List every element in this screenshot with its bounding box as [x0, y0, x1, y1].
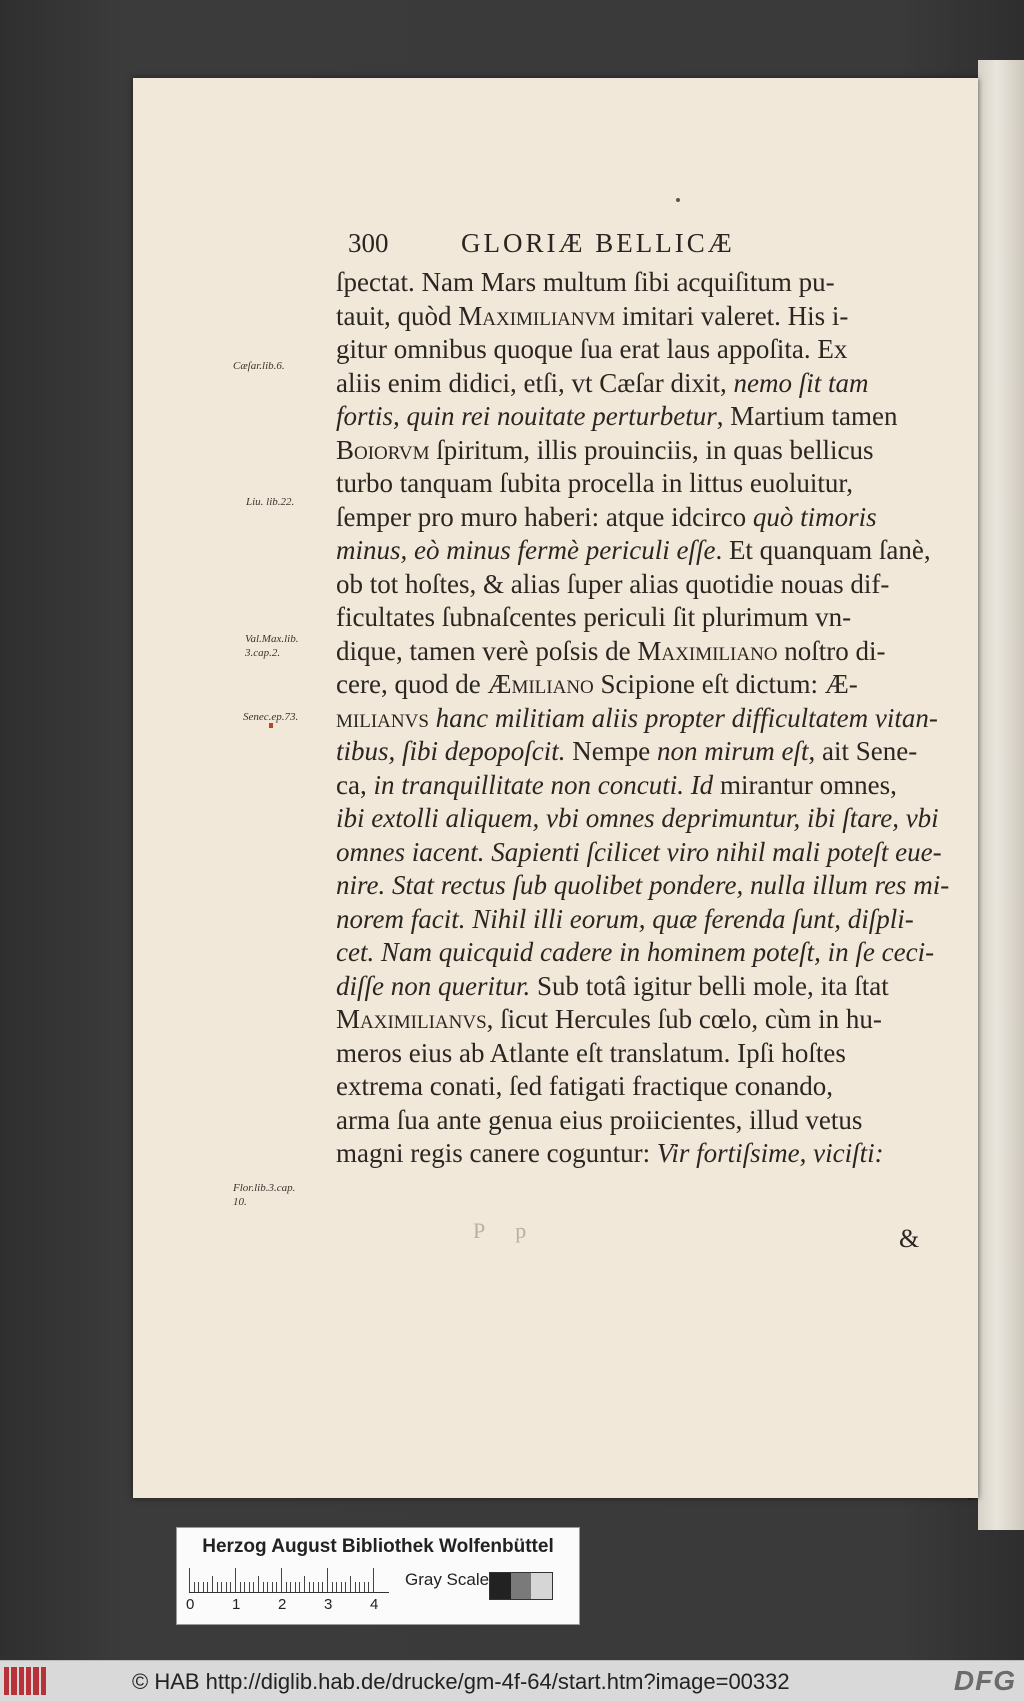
ruler-tick — [249, 1582, 250, 1592]
body-text — [336, 266, 950, 1171]
ruler-tick — [203, 1582, 204, 1592]
gray-swatch — [531, 1573, 552, 1599]
ruler-tick — [327, 1568, 328, 1592]
text-segment: norem facit. Nihil illi eorum, quæ ferenda ſunt, diſpli- — [336, 903, 914, 934]
text-segment: . Et quanquam ſanè, — [715, 535, 931, 565]
margin-note-florus-1: Flor.lib.3.cap. — [233, 1182, 296, 1194]
ruler-tick — [345, 1582, 346, 1592]
ruler-tick — [194, 1582, 195, 1592]
text-line — [336, 601, 926, 635]
ruler-tick — [295, 1582, 296, 1592]
text-line — [336, 702, 938, 736]
ruler-tick — [212, 1576, 213, 1592]
dfg-logo: DFG — [953, 1665, 1016, 1696]
ruler-tick — [355, 1582, 356, 1592]
text-segment: ſemper pro muro haberi: atque idcirco — [336, 501, 753, 532]
ruler-tick — [207, 1582, 208, 1592]
text-segment: Æmiliano — [487, 669, 594, 699]
text-segment: diſſe non queritur. — [336, 970, 531, 1001]
running-head-title: GLORIÆ BELLICÆ — [461, 228, 735, 258]
ruler — [189, 1566, 389, 1593]
ruler-tick — [235, 1568, 236, 1592]
page-number: 300 — [348, 228, 389, 258]
margin-note-livy: Liu. lib.22. — [246, 496, 295, 508]
margin-note-valmax-2: 3.cap.2. — [245, 647, 281, 659]
catchword: & — [899, 1224, 920, 1253]
text-segment: fortis, quin rei nouitate perturbetur — [336, 401, 717, 431]
text-segment: Vir fortiſsime, viciſti: — [656, 1138, 884, 1168]
ruler-label: 0 — [186, 1596, 195, 1613]
ruler-tick — [263, 1582, 264, 1592]
text-line — [336, 802, 939, 836]
margin-note-caesar: Cæſar.lib.6. — [233, 360, 285, 372]
ruler-tick — [286, 1582, 287, 1592]
text-segment: noſtro di- — [777, 635, 886, 666]
ruler-tick — [240, 1582, 241, 1592]
text-segment: mirantur omnes, — [713, 769, 897, 800]
text-segment: Maximiliano — [637, 635, 778, 666]
library-name: Herzog August Bibliothek Wolfenbüttel — [202, 1536, 554, 1557]
text-segment: Nempe — [565, 736, 657, 766]
text-line — [336, 333, 926, 367]
ruler-tick — [281, 1568, 282, 1592]
ruler-tick — [341, 1582, 342, 1592]
text-segment: tibus, ſibi depopoſcit. — [336, 736, 566, 766]
text-line — [336, 1137, 926, 1171]
color-scale-card — [176, 1527, 580, 1625]
ruler-tick — [189, 1568, 190, 1592]
ruler-tick — [217, 1582, 218, 1592]
text-segment: omnes iacent. Sapienti ſcilicet viro nihil mali poteſt eue- — [336, 836, 942, 867]
ruler-label: 4 — [370, 1596, 379, 1613]
text-segment: nemo ſit tam — [733, 367, 869, 398]
text-segment: ſpiritum, illis prouinciis, in quas bellicus — [429, 434, 874, 465]
text-segment: , ait Sene- — [808, 736, 918, 766]
ruler-tick — [276, 1582, 277, 1592]
text-segment: imitari valeret. His i- — [615, 300, 849, 331]
ruler-labels — [186, 1596, 419, 1614]
text-segment: hanc militiam aliis propter difficultatem vitan- — [428, 702, 938, 733]
book-page — [133, 78, 978, 1498]
ruler-label: 1 — [232, 1596, 241, 1613]
text-segment: ficultates ſubnaſcentes periculi ſit plurimum vn- — [336, 602, 852, 632]
text-segment: ibi extolli aliquem, vbi omnes deprimuntur, ibi ſtare, vbi — [336, 803, 939, 833]
text-segment: , Martium tamen — [716, 401, 898, 431]
text-line — [336, 534, 931, 568]
signature-mark: Pp — [473, 1218, 557, 1243]
ruler-tick — [350, 1576, 351, 1592]
text-segment: Scipione eſt dictum: Æ- — [593, 669, 858, 699]
running-head — [348, 228, 908, 268]
text-segment: Maximilianvm — [458, 300, 616, 331]
ruler-tick — [373, 1568, 374, 1592]
text-line — [336, 467, 926, 501]
gray-swatch — [490, 1573, 511, 1599]
text-segment: ca, — [336, 769, 374, 800]
footer-bar — [0, 1660, 1024, 1701]
ruler-tick — [318, 1582, 319, 1592]
text-segment: cere, quod de — [336, 669, 488, 699]
text-segment: cet. Nam quicquid cadere in hominem poteſt, in ſe ceci- — [336, 937, 935, 967]
margin-note-valmax-1: Val.Max.lib. — [245, 633, 299, 645]
ruler-tick — [267, 1582, 268, 1592]
hab-logo-icon — [4, 1667, 46, 1695]
text-segment: Sub totâ igitur belli mole, ita ſtat — [530, 970, 889, 1001]
ruler-tick — [221, 1582, 222, 1592]
ruler-tick — [309, 1582, 310, 1592]
ruler-tick — [253, 1582, 254, 1592]
ruler-tick — [304, 1576, 305, 1592]
text-segment: turbo tanquam ſubita procella in littus euoluitur, — [336, 468, 854, 498]
text-line — [336, 869, 950, 903]
text-line — [336, 970, 926, 1004]
ruler-tick — [322, 1582, 323, 1592]
text-segment: quò timoris — [752, 501, 877, 532]
text-line — [336, 836, 942, 870]
text-line — [336, 568, 926, 602]
text-line — [336, 367, 926, 401]
text-segment: nire. Stat rectus ſub quolibet pondere, nulla illum res mi- — [336, 870, 950, 900]
ruler-tick — [359, 1582, 360, 1592]
text-segment: minus, eò minus fermè periculi eſſe — [336, 535, 716, 565]
text-segment: aliis enim didici, etſi, vt Cæſar dixit, — [336, 367, 734, 398]
text-line — [336, 501, 926, 535]
ruler-label: 3 — [324, 1596, 333, 1613]
text-line — [336, 400, 926, 434]
ruler-tick — [226, 1582, 227, 1592]
text-segment: dique, tamen verè poſsis de — [336, 635, 638, 666]
ruler-tick — [198, 1582, 199, 1592]
text-segment: magni regis canere coguntur: — [336, 1138, 657, 1168]
text-segment: ob tot hoſtes, & alias ſuper alias quotidie nouas dif- — [336, 568, 890, 599]
facing-page-edge — [978, 60, 1024, 1530]
text-segment: extrema conati, ſed fatigati fractique conando, — [336, 1071, 834, 1101]
text-line — [336, 434, 926, 468]
text-segment: Boiorvm — [336, 434, 430, 465]
text-line — [336, 735, 926, 769]
ruler-tick — [230, 1582, 231, 1592]
text-segment: meros eius ab Atlante eſt translatum. Ipſi hoſtes — [336, 1037, 846, 1068]
text-segment: tauit, quòd — [336, 300, 459, 331]
ruler-tick — [244, 1582, 245, 1592]
text-line — [336, 1037, 926, 1071]
ruler-tick — [299, 1582, 300, 1592]
ruler-tick — [332, 1582, 333, 1592]
text-line — [336, 1070, 926, 1104]
text-segment: non mirum eſt — [656, 736, 809, 766]
footer-credit-link[interactable]: © HAB http://diglib.hab.de/drucke/gm-4f-64/start.htm?image=00332 — [132, 1669, 790, 1694]
ruler-tick — [368, 1582, 369, 1592]
text-segment: arma ſua ante genua eius proiicientes, illud vetus — [336, 1104, 863, 1135]
text-line — [336, 266, 926, 300]
ruler-tick — [336, 1582, 337, 1592]
ruler-tick — [290, 1582, 291, 1592]
text-line — [336, 903, 926, 937]
ruler-tick — [272, 1582, 273, 1592]
ruler-label: 2 — [278, 1596, 287, 1613]
text-segment: gitur omnibus quoque ſua erat laus appoſita. Ex — [336, 334, 848, 364]
text-line — [336, 300, 926, 334]
text-line — [336, 936, 935, 970]
text-segment: in tranquillitate non concuti. Id — [373, 769, 714, 800]
text-line — [336, 668, 926, 702]
gray-swatch — [511, 1573, 532, 1599]
text-line — [336, 769, 926, 803]
text-line — [336, 1003, 926, 1037]
ink-dot — [676, 198, 680, 202]
text-segment: milianvs — [336, 702, 429, 733]
margin-note-florus-2: 10. — [233, 1196, 247, 1208]
text-line — [336, 1104, 926, 1138]
text-line — [336, 635, 926, 669]
gray-scale-swatches — [489, 1572, 553, 1600]
ruler-tick — [313, 1582, 314, 1592]
text-segment: ſpectat. Nam Mars multum ſibi acquiſitum pu- — [336, 267, 835, 297]
gray-scale-label: Gray Scale — [405, 1570, 490, 1589]
text-segment: Maximilianvs — [336, 1004, 487, 1034]
margin-note-seneca: Senec.ep.73. — [243, 711, 299, 723]
ruler-tick — [364, 1582, 365, 1592]
text-segment: , ſicut Hercules ſub cœlo, cùm in hu- — [486, 1004, 882, 1034]
ruler-tick — [258, 1576, 259, 1592]
